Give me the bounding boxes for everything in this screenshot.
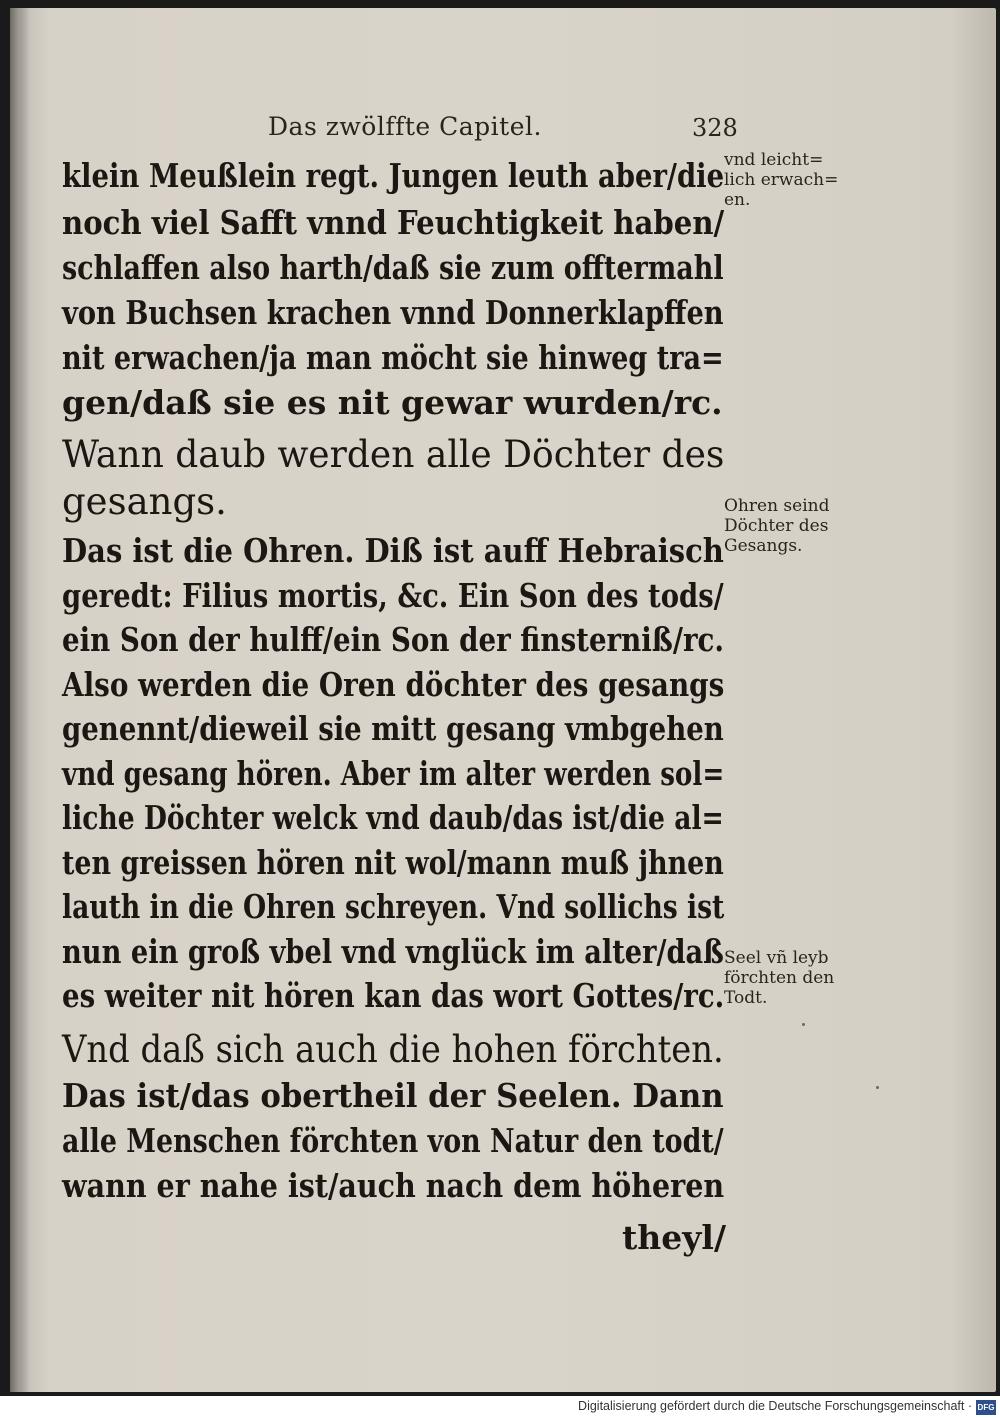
footer-credit: Digitalisierung gefördert durch die Deutsche Forschungsgemeinschaft ·: [578, 1399, 972, 1413]
margin-note-line: vnd leicht=: [724, 150, 824, 170]
verse-line: Wann daub werden alle Döchter des: [62, 433, 725, 476]
text-line: schlaffen also harth/daß sie zum offtermahl: [62, 248, 724, 287]
text-line: genennt/dieweil sie mitt gesang vmbgehen: [62, 709, 724, 748]
margin-note-line: förchten den: [724, 968, 835, 988]
text-line: nit erwachen/ja man möcht sie hinweg tra=: [62, 338, 724, 377]
margin-note-line: lich erwach=: [724, 170, 839, 190]
text-line: von Buchsen krachen vnnd Donnerklapffen: [62, 293, 724, 332]
text-line: nun ein groß vbel vnd vnglück im alter/daß: [62, 932, 724, 971]
text-line: gen/daß sie es nit gewar wurden/rc.: [62, 383, 723, 422]
catchword: theyl/: [622, 1218, 726, 1257]
margin-note-line: en.: [724, 190, 751, 210]
margin-note: [724, 948, 834, 1008]
dfg-logo-icon: DFG: [976, 1400, 996, 1415]
text-line: noch viel Safft vnnd Feuchtigkeit haben/: [62, 203, 725, 242]
margin-note-line: Ohren seind: [724, 496, 830, 516]
verse-line: gesangs.: [62, 480, 227, 523]
margin-note-line: Seel vñ leyb: [724, 948, 829, 968]
text-line: es weiter nit hören kan das wort Gottes/rc.: [62, 976, 725, 1015]
ink-speck: [802, 1023, 805, 1026]
text-line: geredt: Filius mortis, &c. Ein Son des tods/: [62, 576, 724, 615]
book-page: [10, 8, 996, 1392]
margin-note-line: Gesangs.: [724, 536, 803, 556]
ink-speck: [876, 1086, 879, 1089]
margin-note: [724, 150, 838, 210]
running-header-title: Das zwölffte Capitel.: [268, 112, 542, 141]
text-line: wann er nahe ist/auch nach dem höheren: [62, 1166, 725, 1205]
margin-note-line: Döchter des: [724, 516, 829, 536]
text-line: alle Menschen förchten von Natur den todt/: [62, 1121, 724, 1160]
verse-line: Vnd daß sich auch die hohen förchten.: [62, 1028, 724, 1071]
text-line: lauth in die Ohren schreyen. Vnd sollichs ist: [62, 887, 725, 926]
text-line: ein Son der hulff/ein Son der finsterniß/rc.: [62, 620, 725, 659]
text-line: ten greissen hören nit wol/mann muß jhnen: [62, 843, 724, 882]
margin-note: [724, 496, 829, 556]
text-line: liche Döchter welck vnd daub/das ist/die al=: [62, 798, 724, 837]
text-line: Das ist/das obertheil der Seelen. Dann: [62, 1076, 724, 1115]
text-line: klein Meußlein regt. Jungen leuth aber/die: [62, 156, 725, 195]
page-gutter-shadow: [10, 8, 30, 1392]
text-line: Also werden die Oren döchter des gesangs: [62, 665, 725, 704]
text-line: Das ist die Ohren. Diß ist auff Hebraisch: [62, 531, 724, 570]
text-line: vnd gesang hören. Aber im alter werden sol=: [62, 754, 725, 793]
margin-note-line: Todt.: [724, 988, 768, 1008]
footer-bar: [0, 1396, 1000, 1420]
page-number: 328: [692, 114, 738, 142]
